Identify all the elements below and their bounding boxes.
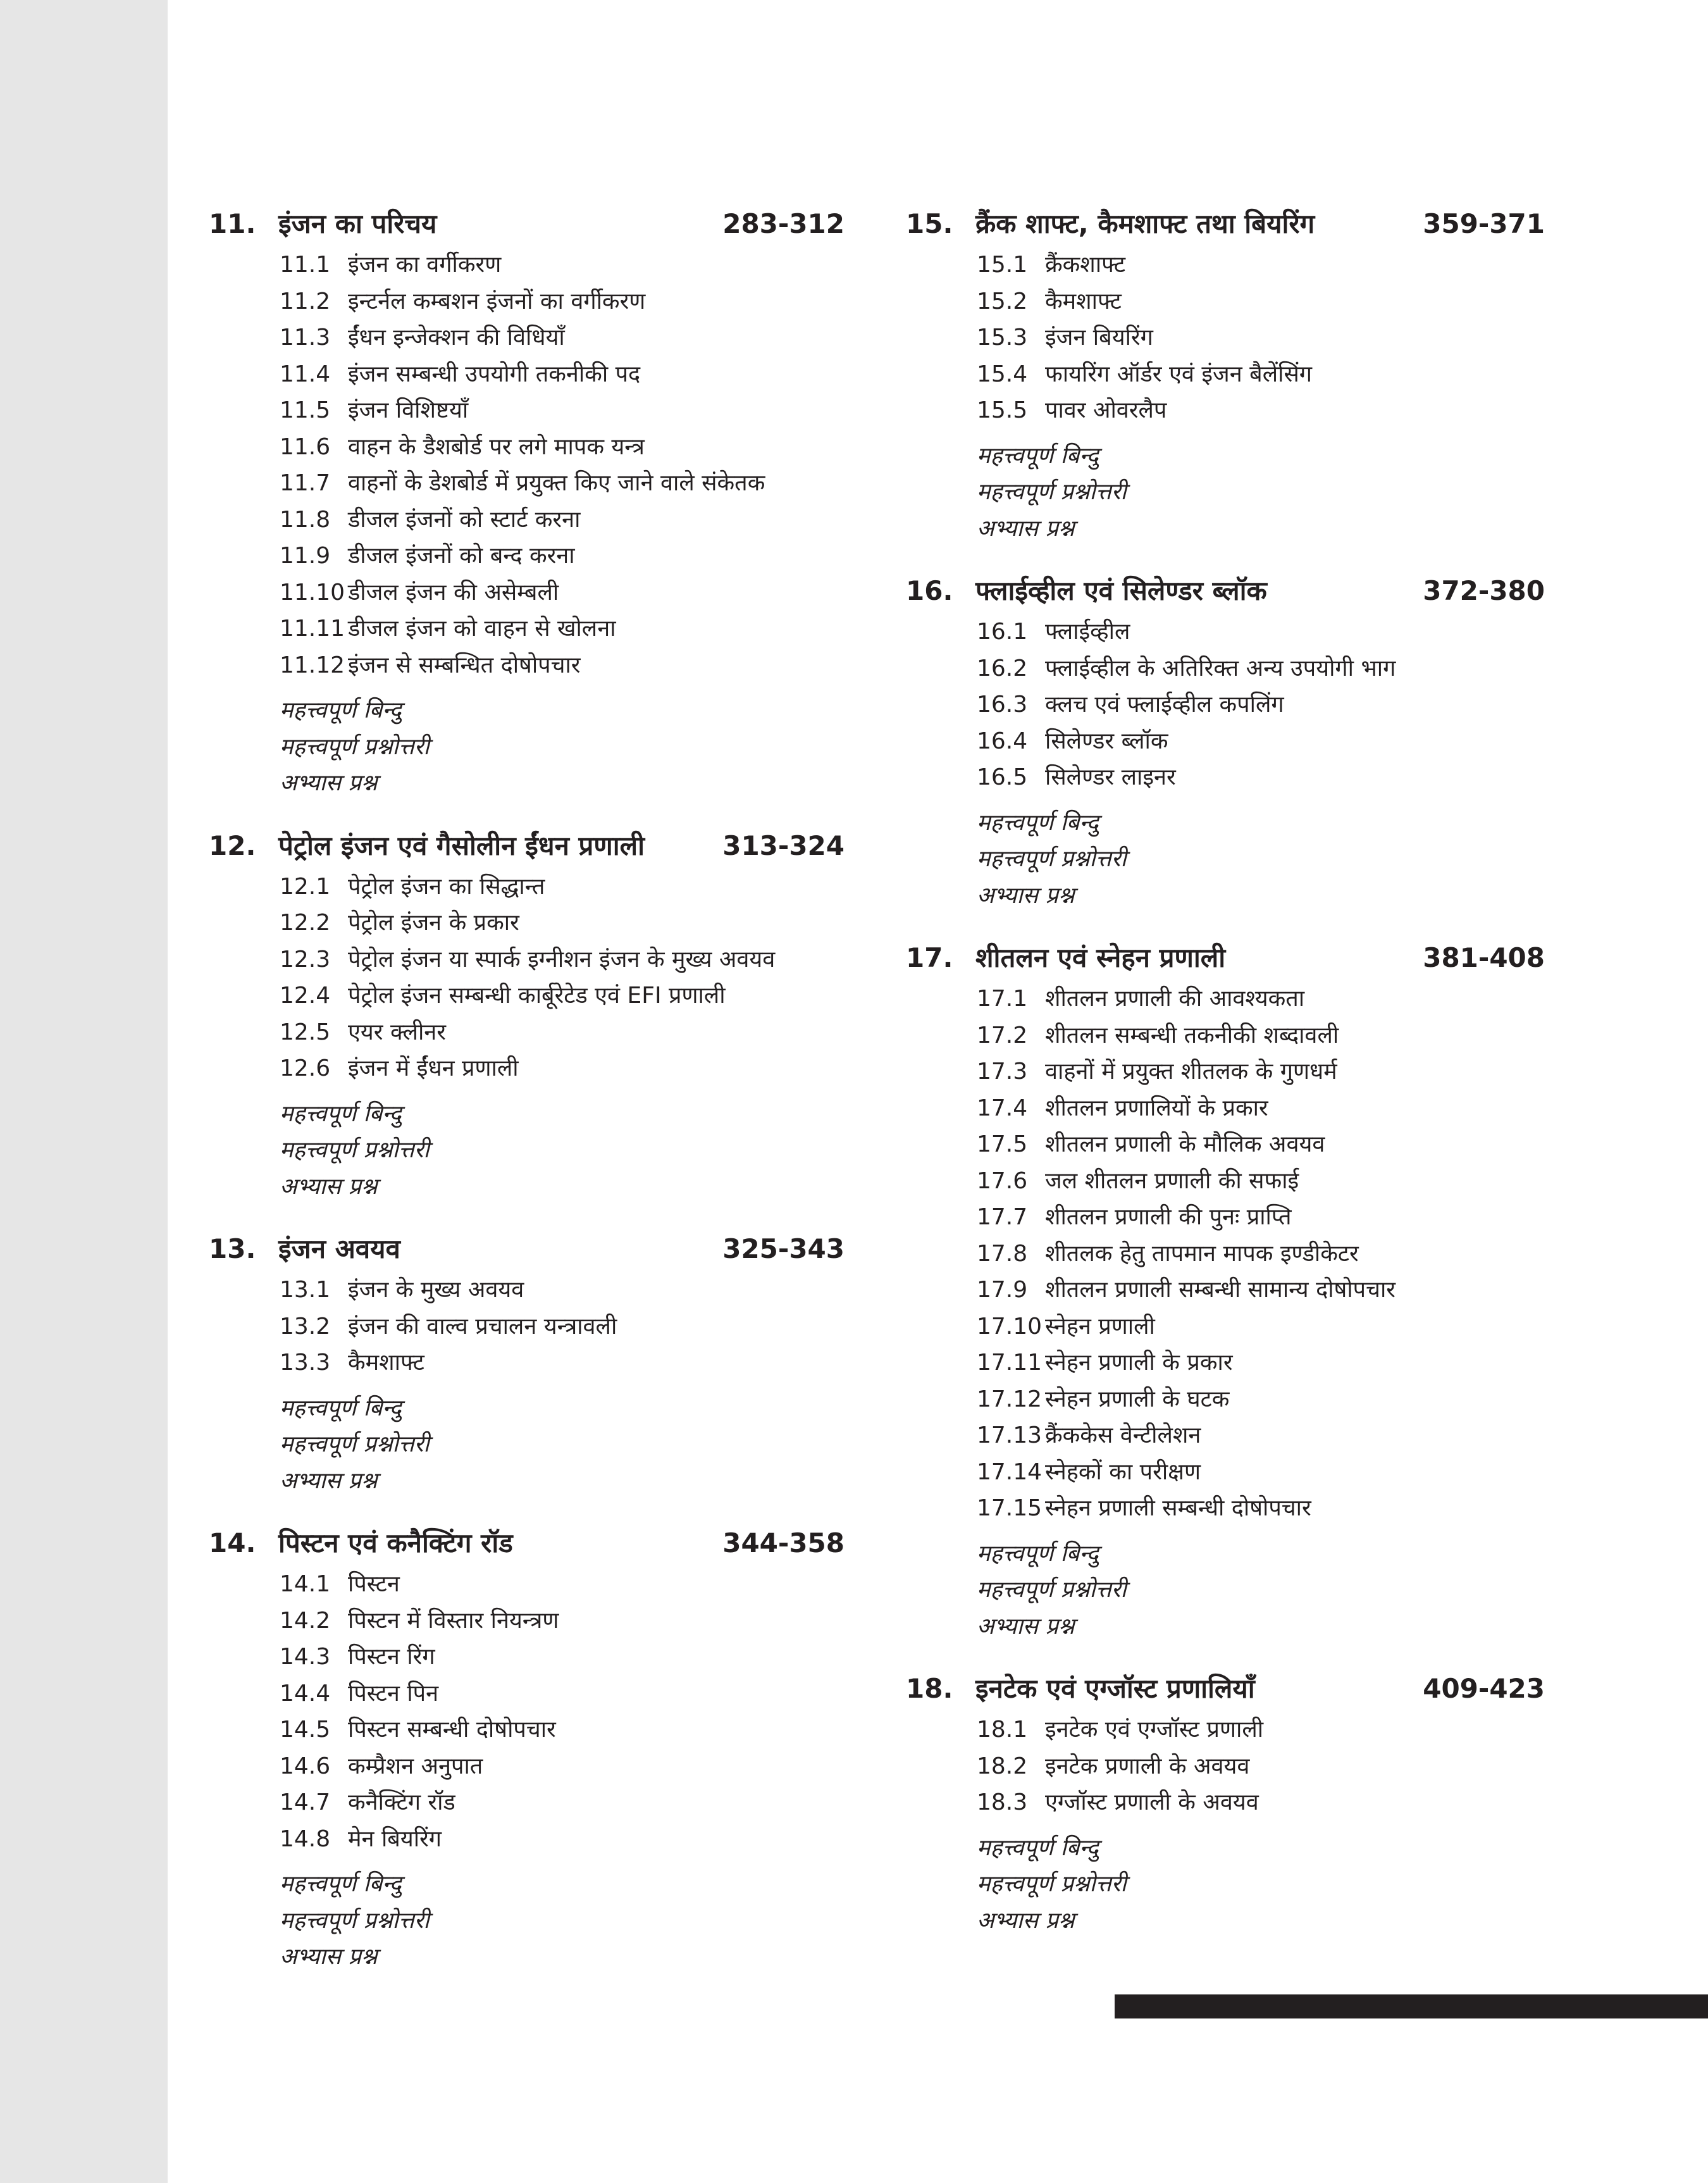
chapter-title: इंजन का परिचय [278,208,437,239]
topic-number: 11.1 [280,252,331,278]
topic-item [906,1345,1545,1381]
topic-title: कम्प्रैशन अनुपात [348,1753,483,1779]
topic-title: शीतलन प्रणाली की पुनः प्राप्ति [1045,1204,1292,1230]
extra-item: अभ्यास प्रश्न [280,1467,378,1494]
topic-title: स्नेहन प्रणाली सम्बन्धी दोषोपचार [1045,1495,1311,1521]
topic-item [209,356,845,393]
chapter-number: 11. [209,208,256,239]
topic-title: जल शीतलन प्रणाली की सफाई [1045,1167,1299,1194]
topic-item [906,1748,1545,1785]
topic-item [209,611,845,647]
topic-item [906,1784,1545,1821]
topic-number: 17.15 [977,1495,1043,1521]
topic-title: ईंधन इन्जेक्शन की विधियाँ [348,325,565,351]
topic-title: सिलेण्डर ब्लॉक [1045,728,1168,754]
extra-item: अभ्यास प्रश्न [977,515,1075,542]
topic-number: 15.3 [977,325,1028,351]
topic-title: डीजल इंजन की असेम्बली [348,579,559,606]
chapter-title: क्रैंक शाफ्ट, कैमशाफ्ट तथा बियरिंग [975,208,1315,239]
topic-item [906,1126,1545,1163]
topic-item [906,1309,1545,1345]
topic-item [209,283,845,320]
topic-item [209,905,845,942]
topic-number: 17.8 [977,1240,1028,1267]
topic-number: 16.5 [977,764,1028,790]
extra-item: महत्त्वपूर्ण बिन्दु [280,1100,402,1127]
topic-number: 12.2 [280,910,331,936]
topic-number: 14.2 [280,1607,331,1634]
topic-title: शीतलन प्रणाली के मौलिक अवयव [1045,1131,1325,1157]
chapter-title: इंजन अवयव [278,1233,400,1264]
topic-item [906,1199,1545,1236]
topic-item [906,723,1545,760]
chapter-entry [906,935,1545,1645]
topic-number: 16.4 [977,728,1028,754]
chapter-title: फ्लाईव्हील एवं सिलेण्डर ब्लॉक [975,575,1267,606]
topic-number: 12.3 [280,946,331,973]
topic-number: 17.3 [977,1059,1028,1085]
topic-number: 14.4 [280,1680,331,1707]
topic-title: इनटेक एवं एग्जॉस्ट प्रणाली [1045,1717,1264,1743]
chapter-number: 17. [906,942,953,973]
topic-title: पेट्रोल इंजन का सिद्धान्त [348,873,545,900]
chapter-extras [906,438,1545,547]
topic-item [209,1272,845,1309]
topic-number: 17.11 [977,1350,1043,1376]
topic-number: 11.4 [280,361,331,387]
topic-title: पेट्रोल इंजन सम्बन्धी कार्बूरेटेड एवं EFI प्रणाली [348,983,726,1009]
chapter-number: 18. [906,1673,953,1704]
topic-number: 11.7 [280,470,331,496]
topic-title: पिस्टन में विस्तार नियन्त्रण [348,1607,559,1634]
topic-number: 14.5 [280,1717,331,1743]
topic-title: इंजन का वर्गीकरण [348,252,502,278]
topic-number: 11.8 [280,506,331,533]
topic-number: 13.3 [280,1350,331,1376]
topic-title: शीतलन प्रणाली सम्बन्धी सामान्य दोषोपचार [1045,1277,1396,1303]
extra-item: अभ्यास प्रश्न [977,1907,1075,1934]
topic-item [906,247,1545,283]
topic-title: डीजल इंजनों को स्टार्ट करना [348,506,581,533]
topic-number: 12.6 [280,1055,331,1081]
topic-item [906,1712,1545,1748]
chapter-extras [906,805,1545,914]
chapter-page-range: 313-324 [722,830,845,861]
topic-item [906,1381,1545,1418]
extra-item: महत्त्वपूर्ण प्रश्नोत्तरी [977,1577,1127,1603]
topic-title: फायरिंग ऑर्डर एवं इंजन बैलेंसिंग [1045,361,1313,387]
topic-item [906,650,1545,687]
chapter-title: इनटेक एवं एग्जॉस्ट प्रणालियाँ [975,1673,1255,1704]
chapter-entry [209,1226,845,1499]
topic-title: शीतलन प्रणालियों के प्रकार [1045,1095,1268,1121]
topic-number: 17.7 [977,1204,1028,1230]
topic-item [906,759,1545,796]
topic-number: 11.2 [280,288,331,314]
topic-list [209,869,845,1087]
left-margin-strip [0,0,168,2183]
topic-number: 14.6 [280,1753,331,1779]
topic-number: 17.9 [977,1277,1028,1303]
topic-list [906,247,1545,429]
topic-item [209,502,845,538]
extra-item: अभ्यास प्रश्न [280,770,378,796]
topic-number: 11.6 [280,433,331,460]
topic-title: इन्टर्नल कम्बशन इंजनों का वर्गीकरण [348,288,646,314]
topic-title: क्लच एवं फ्लाईव्हील कपलिंग [1045,692,1284,718]
extra-item: महत्त्वपूर्ण बिन्दु [977,442,1099,469]
topic-number: 15.2 [977,288,1028,314]
topic-number: 16.3 [977,692,1028,718]
topic-title: इनटेक प्रणाली के अवयव [1045,1753,1250,1779]
topic-title: कैमशाफ्ट [348,1350,424,1376]
chapter-entry [906,201,1545,547]
topic-number: 17.1 [977,986,1028,1012]
topic-title: इंजन की वाल्व प्रचालन यन्त्रावली [348,1313,617,1340]
extra-item: महत्त्वपूर्ण प्रश्नोत्तरी [280,1431,430,1457]
extra-item: अभ्यास प्रश्न [280,1173,378,1200]
topic-item [209,978,845,1014]
topic-number: 16.1 [977,619,1028,645]
topic-title: एग्जॉस्ट प्रणाली के अवयव [1045,1789,1259,1815]
extra-item: महत्त्वपूर्ण प्रश्नोत्तरी [280,1137,430,1163]
topic-item [906,356,1545,393]
topic-item [906,1490,1545,1527]
topic-number: 11.10 [280,579,345,606]
extra-item: महत्त्वपूर्ण बिन्दु [977,1834,1099,1861]
chapter-entry [209,1521,845,1975]
topic-title: डीजल इंजनों को बन्द करना [348,543,575,569]
topic-number: 14.3 [280,1644,331,1670]
topic-title: इंजन में ईंधन प्रणाली [348,1055,519,1081]
topic-item [209,247,845,283]
topic-title: इंजन सम्बन्धी उपयोगी तकनीकी पद [348,361,641,387]
chapter-page-range: 325-343 [722,1233,845,1264]
topic-title: डीजल इंजन को वाहन से खोलना [348,616,616,642]
extra-item: महत्त्वपूर्ण बिन्दु [977,809,1099,836]
topic-item [209,392,845,429]
topic-item [209,320,845,356]
chapter-entry [906,1666,1545,1939]
topic-list [209,247,845,683]
topic-number: 12.4 [280,983,331,1009]
topic-title: शीतलक हेतु तापमान मापक इण्डीकेटर [1045,1240,1359,1267]
chapter-heading [906,935,1545,981]
topic-item [906,283,1545,320]
chapter-page-range: 409-423 [1423,1673,1545,1704]
topic-number: 11.9 [280,543,331,569]
topic-title: शीतलन सम्बन्धी तकनीकी शब्दावली [1045,1022,1339,1048]
topic-title: एयर क्लीनर [348,1019,447,1045]
chapter-heading [906,1666,1545,1712]
topic-item [906,1236,1545,1272]
topic-title: स्नेहन प्रणाली के प्रकार [1045,1350,1233,1376]
topic-number: 17.10 [977,1313,1043,1340]
topic-title: इंजन से सम्बन्धित दोषोपचार [348,652,581,678]
topic-title: पेट्रोल इंजन या स्पार्क इग्नीशन इंजन के मुख्य अवयव [348,946,776,973]
extra-item: अभ्यास प्रश्न [977,882,1075,909]
topic-item [209,429,845,466]
extra-item: महत्त्वपूर्ण बिन्दु [280,697,402,723]
topic-number: 14.1 [280,1571,331,1597]
topic-list [906,614,1545,796]
topic-item [209,1566,845,1603]
topic-item [209,465,845,502]
topic-item [209,1050,845,1087]
chapter-extras [209,1390,845,1500]
topic-item [209,647,845,684]
topic-number: 17.12 [977,1386,1043,1412]
chapter-extras [209,1866,845,1975]
chapter-heading [209,1521,845,1566]
chapter-number: 15. [906,208,953,239]
topic-number: 18.2 [977,1753,1028,1779]
topic-number: 17.2 [977,1022,1028,1048]
topic-item [906,1090,1545,1127]
chapter-entry [209,201,845,802]
chapter-heading [906,201,1545,247]
topic-title: इंजन बियरिंग [1045,325,1153,351]
topic-number: 15.4 [977,361,1028,387]
extra-item: महत्त्वपूर्ण प्रश्नोत्तरी [977,479,1127,505]
topic-number: 17.6 [977,1167,1028,1194]
topic-number: 11.5 [280,397,331,423]
topic-title: पावर ओवरलैप [1045,397,1167,423]
topic-title: पिस्टन [348,1571,400,1597]
topic-item [209,1784,845,1821]
topic-title: सिलेण्डर लाइनर [1045,764,1176,790]
topic-item [209,1603,845,1639]
chapter-extras [906,1830,1545,1939]
chapter-title: पिस्टन एवं कनैक्टिंग रॉड [278,1527,513,1558]
topic-title: क्रैंकशाफ्ट [1045,252,1125,278]
extra-item: महत्त्वपूर्ण प्रश्नोत्तरी [280,1907,430,1934]
topic-number: 15.1 [977,252,1028,278]
chapter-heading [209,823,845,869]
topic-title: फ्लाईव्हील के अतिरिक्त अन्य उपयोगी भाग [1045,655,1396,681]
topic-number: 11.3 [280,325,331,351]
topic-item [209,942,845,978]
chapter-heading [209,1226,845,1272]
topic-number: 17.13 [977,1422,1043,1448]
chapter-entry [906,568,1545,914]
topic-list [209,1272,845,1381]
chapter-entry [209,823,845,1205]
extra-item: महत्त्वपूर्ण बिन्दु [280,1871,402,1897]
chapter-heading [906,568,1545,614]
topic-item [209,1639,845,1676]
extra-item: अभ्यास प्रश्न [977,1613,1075,1639]
topic-item [209,575,845,611]
chapter-page-range: 372-380 [1423,575,1545,606]
extra-item: अभ्यास प्रश्न [280,1944,378,1970]
topic-title: पेट्रोल इंजन के प्रकार [348,910,519,936]
topic-title: पिस्टन रिंग [348,1644,435,1670]
topic-item [209,1309,845,1345]
topic-title: वाहन के डैशबोर्ड पर लगे मापक यन्त्र [348,433,645,460]
topic-item [906,320,1545,356]
bottom-rule-bar [1115,1994,1708,2018]
topic-item [209,869,845,905]
topic-item [209,1821,845,1858]
topic-number: 18.1 [977,1717,1028,1743]
topic-number: 13.2 [280,1313,331,1340]
topic-title: कनैक्टिंग रॉड [348,1789,455,1815]
topic-title: पिस्टन सम्बन्धी दोषोपचार [348,1717,556,1743]
topic-item [906,1054,1545,1090]
topic-number: 17.4 [977,1095,1028,1121]
topic-number: 14.7 [280,1789,331,1815]
topic-title: स्नेहन प्रणाली [1045,1313,1155,1340]
topic-item [209,1748,845,1785]
topic-item [209,1345,845,1381]
topic-item [906,1017,1545,1054]
chapter-number: 16. [906,575,953,606]
chapter-extras [209,692,845,802]
chapter-extras [906,1536,1545,1645]
topic-title: स्नेहन प्रणाली के घटक [1045,1386,1230,1412]
topic-item [906,687,1545,723]
topic-title: पिस्टन पिन [348,1680,439,1707]
topic-item [209,1014,845,1051]
topic-title: कैमशाफ्ट [1045,288,1122,314]
chapter-title: पेट्रोल इंजन एवं गैसोलीन ईंधन प्रणाली [278,830,645,861]
topic-number: 17.5 [977,1131,1028,1157]
topic-item [906,1417,1545,1454]
extra-item: महत्त्वपूर्ण प्रश्नोत्तरी [280,733,430,760]
extra-item: महत्त्वपूर्ण प्रश्नोत्तरी [977,846,1127,872]
topic-title: फ्लाईव्हील [1045,619,1130,645]
topic-title: इंजन के मुख्य अवयव [348,1277,524,1303]
topic-title: क्रैंककेस वेन्टीलेशन [1045,1422,1201,1448]
chapter-page-range: 283-312 [722,208,845,239]
topic-item [906,1272,1545,1309]
topic-number: 11.11 [280,616,345,642]
topic-number: 11.12 [280,652,345,678]
topic-list [209,1566,845,1857]
toc-left-column [209,201,845,1997]
topic-title: इंजन विशिष्टयाँ [348,397,469,423]
topic-number: 12.1 [280,873,331,900]
chapter-number: 13. [209,1233,256,1264]
extra-item: महत्त्वपूर्ण प्रश्नोत्तरी [977,1871,1127,1897]
topic-number: 17.14 [977,1458,1043,1485]
topic-title: वाहनों के डेशबोर्ड में प्रयुक्त किए जाने वाले संकेतक [348,470,765,496]
topic-item [209,1676,845,1712]
topic-number: 12.5 [280,1019,331,1045]
chapter-title: शीतलन एवं स्नेहन प्रणाली [975,942,1226,973]
extra-item: महत्त्वपूर्ण बिन्दु [977,1540,1099,1567]
extra-item: महत्त्वपूर्ण बिन्दु [280,1395,402,1421]
topic-title: स्नेहकों का परीक्षण [1045,1458,1201,1485]
topic-list [906,981,1545,1527]
topic-title: वाहनों में प्रयुक्त शीतलक के गुणधर्म [1045,1059,1337,1085]
topic-number: 14.8 [280,1825,331,1852]
topic-number: 18.3 [977,1789,1028,1815]
chapter-number: 12. [209,830,256,861]
chapter-extras [209,1096,845,1205]
topic-item [906,1454,1545,1491]
topic-number: 13.1 [280,1277,331,1303]
topic-title: शीतलन प्रणाली की आवश्यकता [1045,986,1305,1012]
topic-item [906,981,1545,1017]
chapter-heading [209,201,845,247]
topic-item [209,538,845,575]
chapter-page-range: 381-408 [1423,942,1545,973]
topic-item [906,392,1545,429]
topic-item [906,614,1545,650]
toc-right-column [906,201,1545,1960]
topic-number: 16.2 [977,655,1028,681]
chapter-page-range: 359-371 [1423,208,1545,239]
topic-item [906,1163,1545,1200]
chapter-number: 14. [209,1527,256,1558]
topic-item [209,1712,845,1748]
topic-number: 15.5 [977,397,1028,423]
topic-title: मेन बियरिंग [348,1825,442,1852]
topic-list [906,1712,1545,1821]
chapter-page-range: 344-358 [722,1527,845,1558]
